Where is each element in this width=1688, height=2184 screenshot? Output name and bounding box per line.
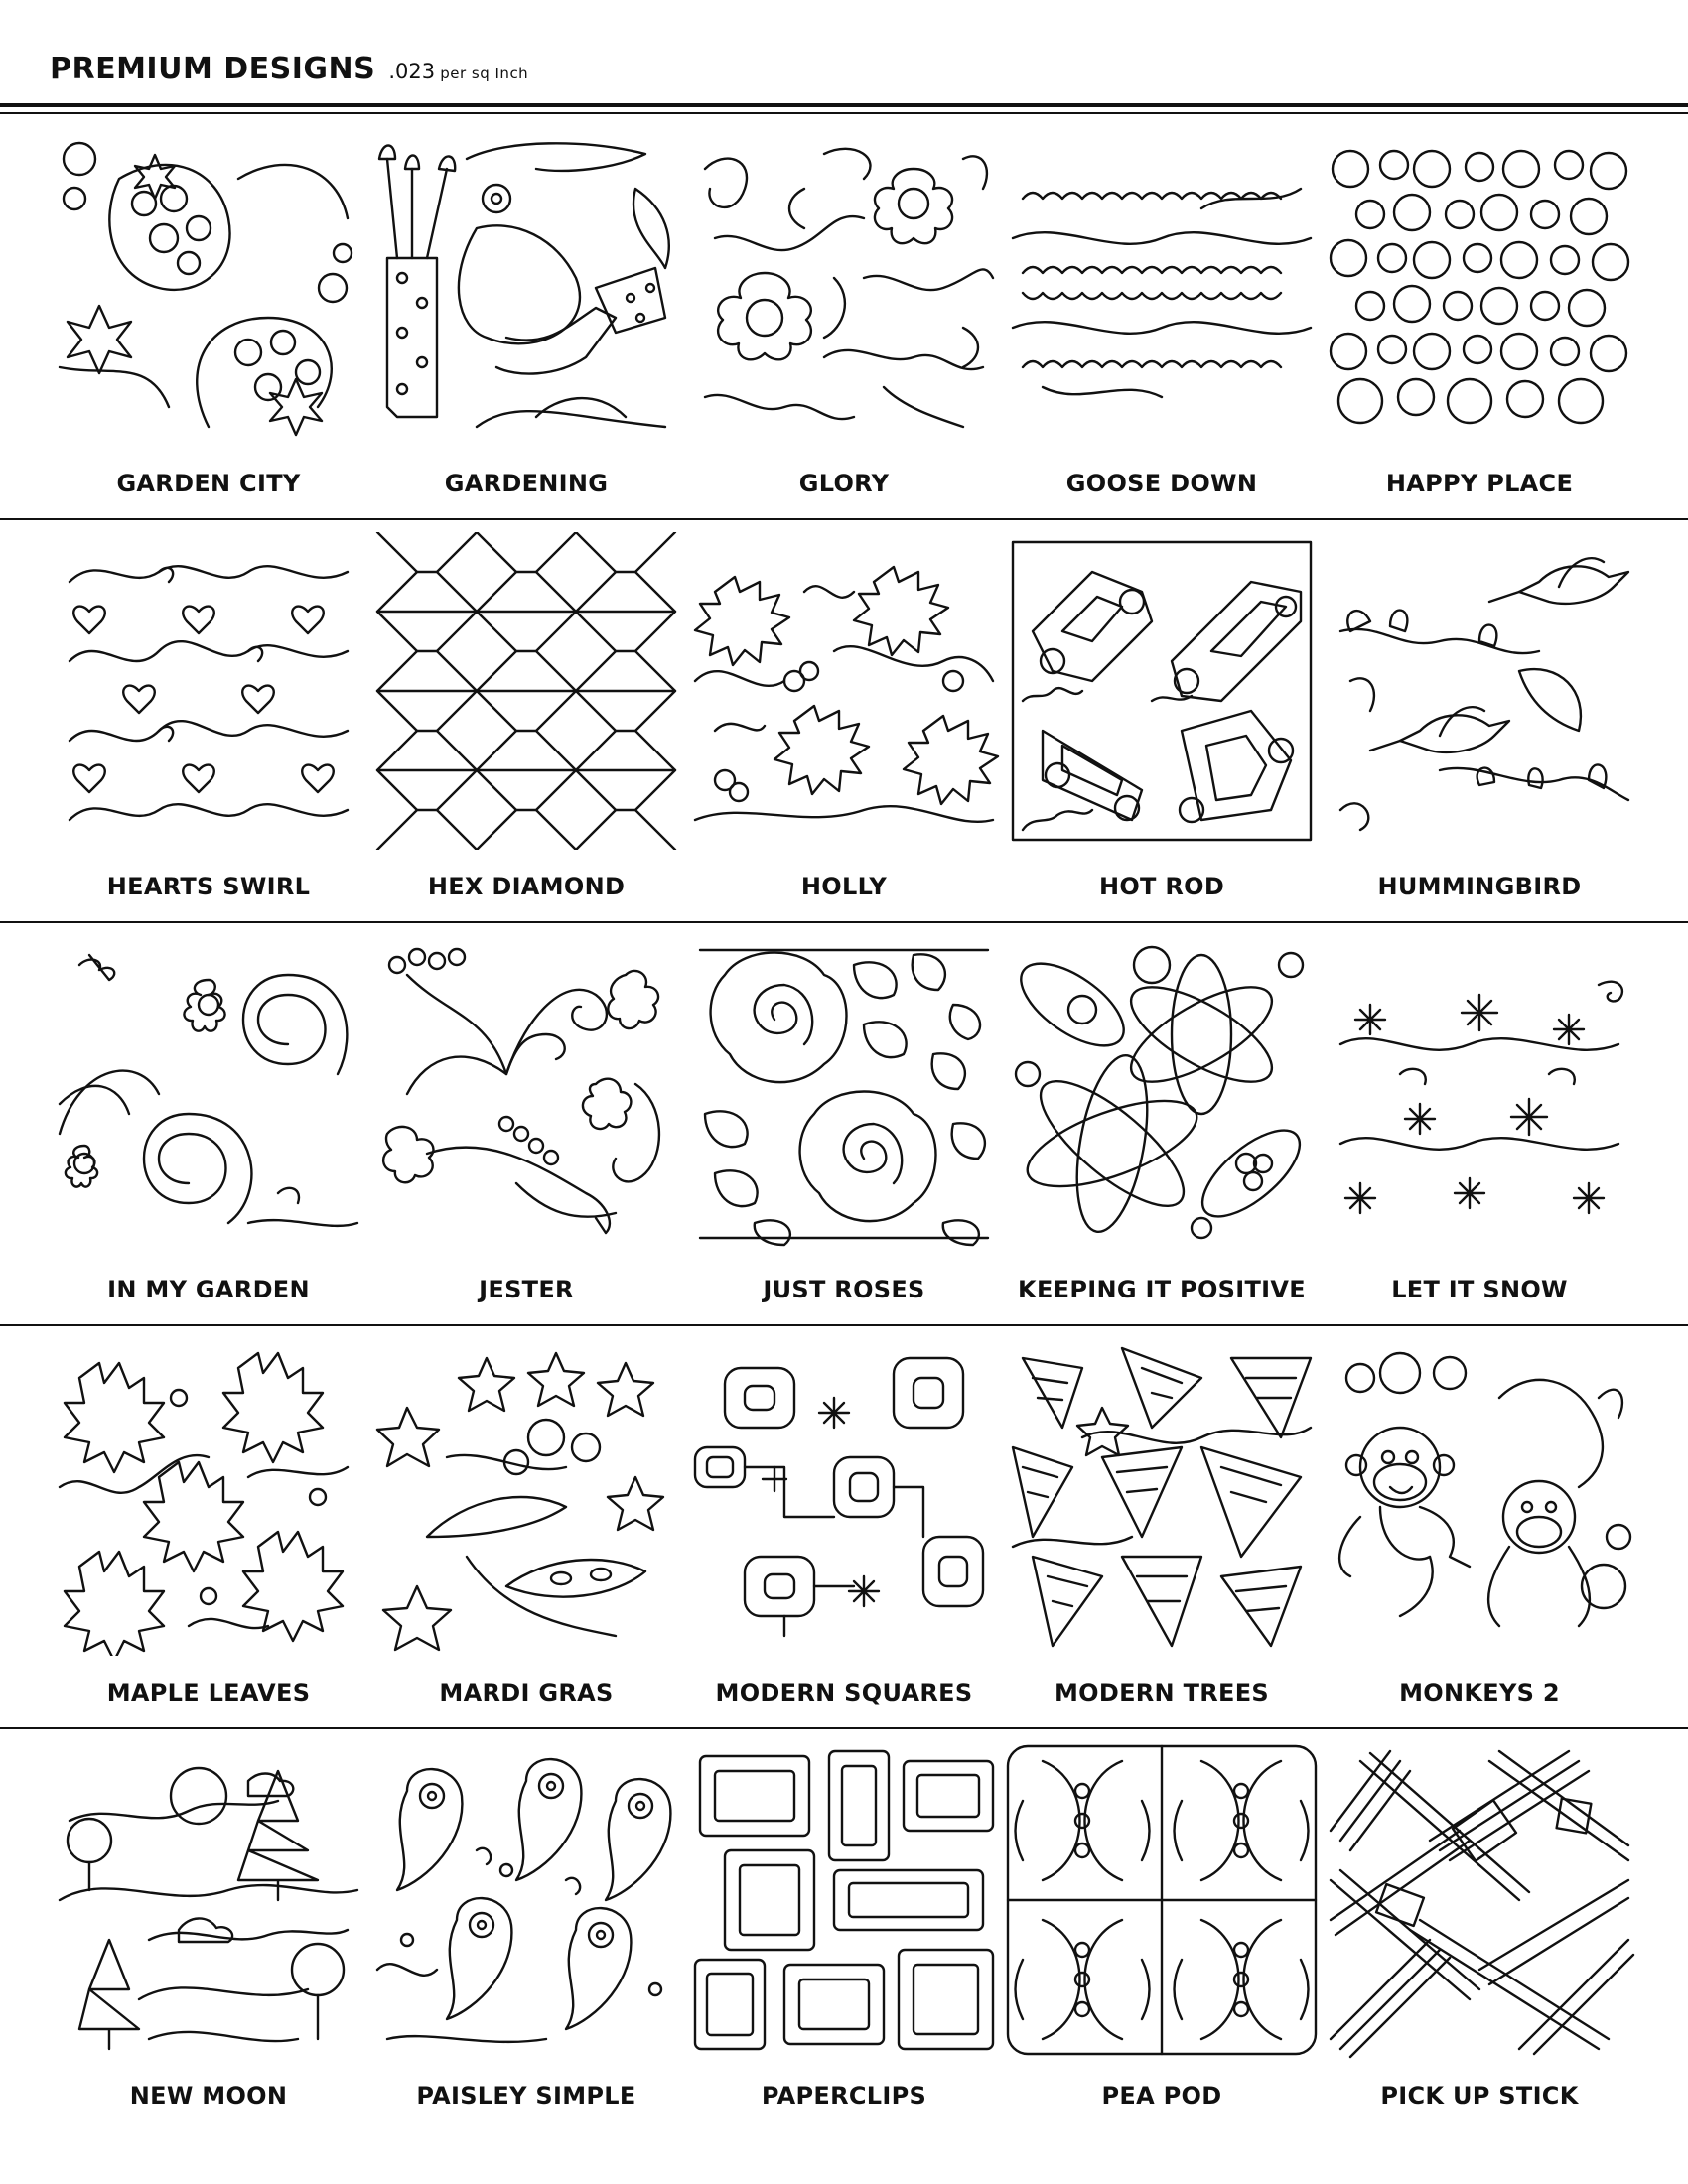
design-name: LET IT SNOW bbox=[1391, 1276, 1568, 1303]
design-card[interactable] bbox=[50, 1326, 367, 1729]
design-name: MONKEYS 2 bbox=[1399, 1679, 1560, 1706]
modern-squares-pattern-icon bbox=[685, 1338, 1003, 1656]
design-name: GOOSE DOWN bbox=[1065, 470, 1258, 497]
design-card[interactable] bbox=[50, 117, 367, 520]
design-card[interactable] bbox=[367, 923, 685, 1326]
design-card[interactable] bbox=[685, 923, 1003, 1326]
paperclips-pattern-icon bbox=[685, 1741, 1003, 2059]
gardening-pattern-icon bbox=[367, 129, 685, 447]
design-card[interactable] bbox=[1321, 520, 1638, 923]
header-rule-thick bbox=[0, 103, 1688, 107]
just-roses-pattern-icon bbox=[685, 935, 1003, 1253]
happy-place-pattern-icon bbox=[1321, 129, 1638, 447]
design-card[interactable] bbox=[367, 117, 685, 520]
design-name: JUST ROSES bbox=[763, 1276, 925, 1303]
design-card[interactable] bbox=[685, 1729, 1003, 2132]
new-moon-pattern-icon bbox=[50, 1741, 367, 2059]
keeping-it-positive-pattern-icon bbox=[1003, 935, 1321, 1253]
pick-up-stick-pattern-icon bbox=[1321, 1741, 1638, 2059]
design-name: NEW MOON bbox=[129, 2082, 288, 2110]
design-name: GLORY bbox=[798, 470, 890, 497]
design-card[interactable] bbox=[1321, 923, 1638, 1326]
design-name: MODERN SQUARES bbox=[715, 1679, 973, 1706]
design-name: PAPERCLIPS bbox=[761, 2082, 927, 2110]
jester-pattern-icon bbox=[367, 935, 685, 1253]
design-row bbox=[0, 923, 1688, 1326]
design-name: HUMMINGBIRD bbox=[1377, 873, 1582, 900]
design-name: HOLLY bbox=[800, 873, 888, 900]
design-card[interactable] bbox=[685, 117, 1003, 520]
design-name: MAPLE LEAVES bbox=[106, 1679, 311, 1706]
header-rule-thin bbox=[0, 112, 1688, 114]
hearts-swirl-pattern-icon bbox=[50, 532, 367, 850]
design-card[interactable] bbox=[50, 923, 367, 1326]
design-name: MODERN TREES bbox=[1054, 1679, 1270, 1706]
hummingbird-pattern-icon bbox=[1321, 532, 1638, 850]
maple-leaves-pattern-icon bbox=[50, 1338, 367, 1656]
holly-pattern-icon bbox=[685, 532, 1003, 850]
price-unit: per sq Inch bbox=[440, 65, 529, 82]
design-card[interactable] bbox=[685, 520, 1003, 923]
design-name: HEARTS SWIRL bbox=[106, 873, 311, 900]
design-card[interactable] bbox=[1321, 1326, 1638, 1729]
design-name: HOT ROD bbox=[1098, 873, 1225, 900]
design-name: MARDI GRAS bbox=[439, 1679, 614, 1706]
price-per-square-inch: .023 bbox=[388, 60, 436, 83]
design-row bbox=[0, 520, 1688, 923]
design-name: JESTER bbox=[479, 1276, 574, 1303]
design-row bbox=[0, 117, 1688, 520]
design-card[interactable] bbox=[1003, 1326, 1321, 1729]
design-card[interactable] bbox=[50, 1729, 367, 2132]
design-row bbox=[0, 1729, 1688, 2132]
monkeys-2-pattern-icon bbox=[1321, 1338, 1638, 1656]
design-row bbox=[0, 1326, 1688, 1729]
modern-trees-pattern-icon bbox=[1003, 1338, 1321, 1656]
design-name: HEX DIAMOND bbox=[427, 873, 626, 900]
design-name: HAPPY PLACE bbox=[1385, 470, 1574, 497]
hex-diamond-pattern-icon bbox=[367, 532, 685, 850]
garden-city-pattern-icon bbox=[50, 129, 367, 447]
mardi-gras-pattern-icon bbox=[367, 1338, 685, 1656]
design-catalog-grid bbox=[0, 117, 1688, 2132]
design-name: PEA POD bbox=[1101, 2082, 1222, 2110]
page-header bbox=[50, 52, 528, 95]
design-card[interactable] bbox=[367, 520, 685, 923]
design-name: PICK UP STICK bbox=[1380, 2082, 1579, 2110]
design-card[interactable] bbox=[1003, 923, 1321, 1326]
glory-pattern-icon bbox=[685, 129, 1003, 447]
design-card[interactable] bbox=[367, 1729, 685, 2132]
design-name: PAISLEY SIMPLE bbox=[416, 2082, 636, 2110]
page-title: PREMIUM DESIGNS bbox=[50, 52, 376, 86]
goose-down-pattern-icon bbox=[1003, 129, 1321, 447]
hot-rod-pattern-icon bbox=[1003, 532, 1321, 850]
design-card[interactable] bbox=[685, 1326, 1003, 1729]
design-name: IN MY GARDEN bbox=[107, 1276, 310, 1303]
design-card[interactable] bbox=[50, 520, 367, 923]
design-card[interactable] bbox=[1003, 1729, 1321, 2132]
design-card[interactable] bbox=[1003, 520, 1321, 923]
design-name: GARDENING bbox=[444, 470, 609, 497]
paisley-simple-pattern-icon bbox=[367, 1741, 685, 2059]
design-card[interactable] bbox=[1003, 117, 1321, 520]
design-name: GARDEN CITY bbox=[116, 470, 301, 497]
pea-pod-pattern-icon bbox=[1003, 1741, 1321, 2059]
design-card[interactable] bbox=[1321, 1729, 1638, 2132]
design-card[interactable] bbox=[367, 1326, 685, 1729]
let-it-snow-pattern-icon bbox=[1321, 935, 1638, 1253]
in-my-garden-pattern-icon bbox=[50, 935, 367, 1253]
design-card[interactable] bbox=[1321, 117, 1638, 520]
design-name: KEEPING IT POSITIVE bbox=[1018, 1276, 1306, 1303]
